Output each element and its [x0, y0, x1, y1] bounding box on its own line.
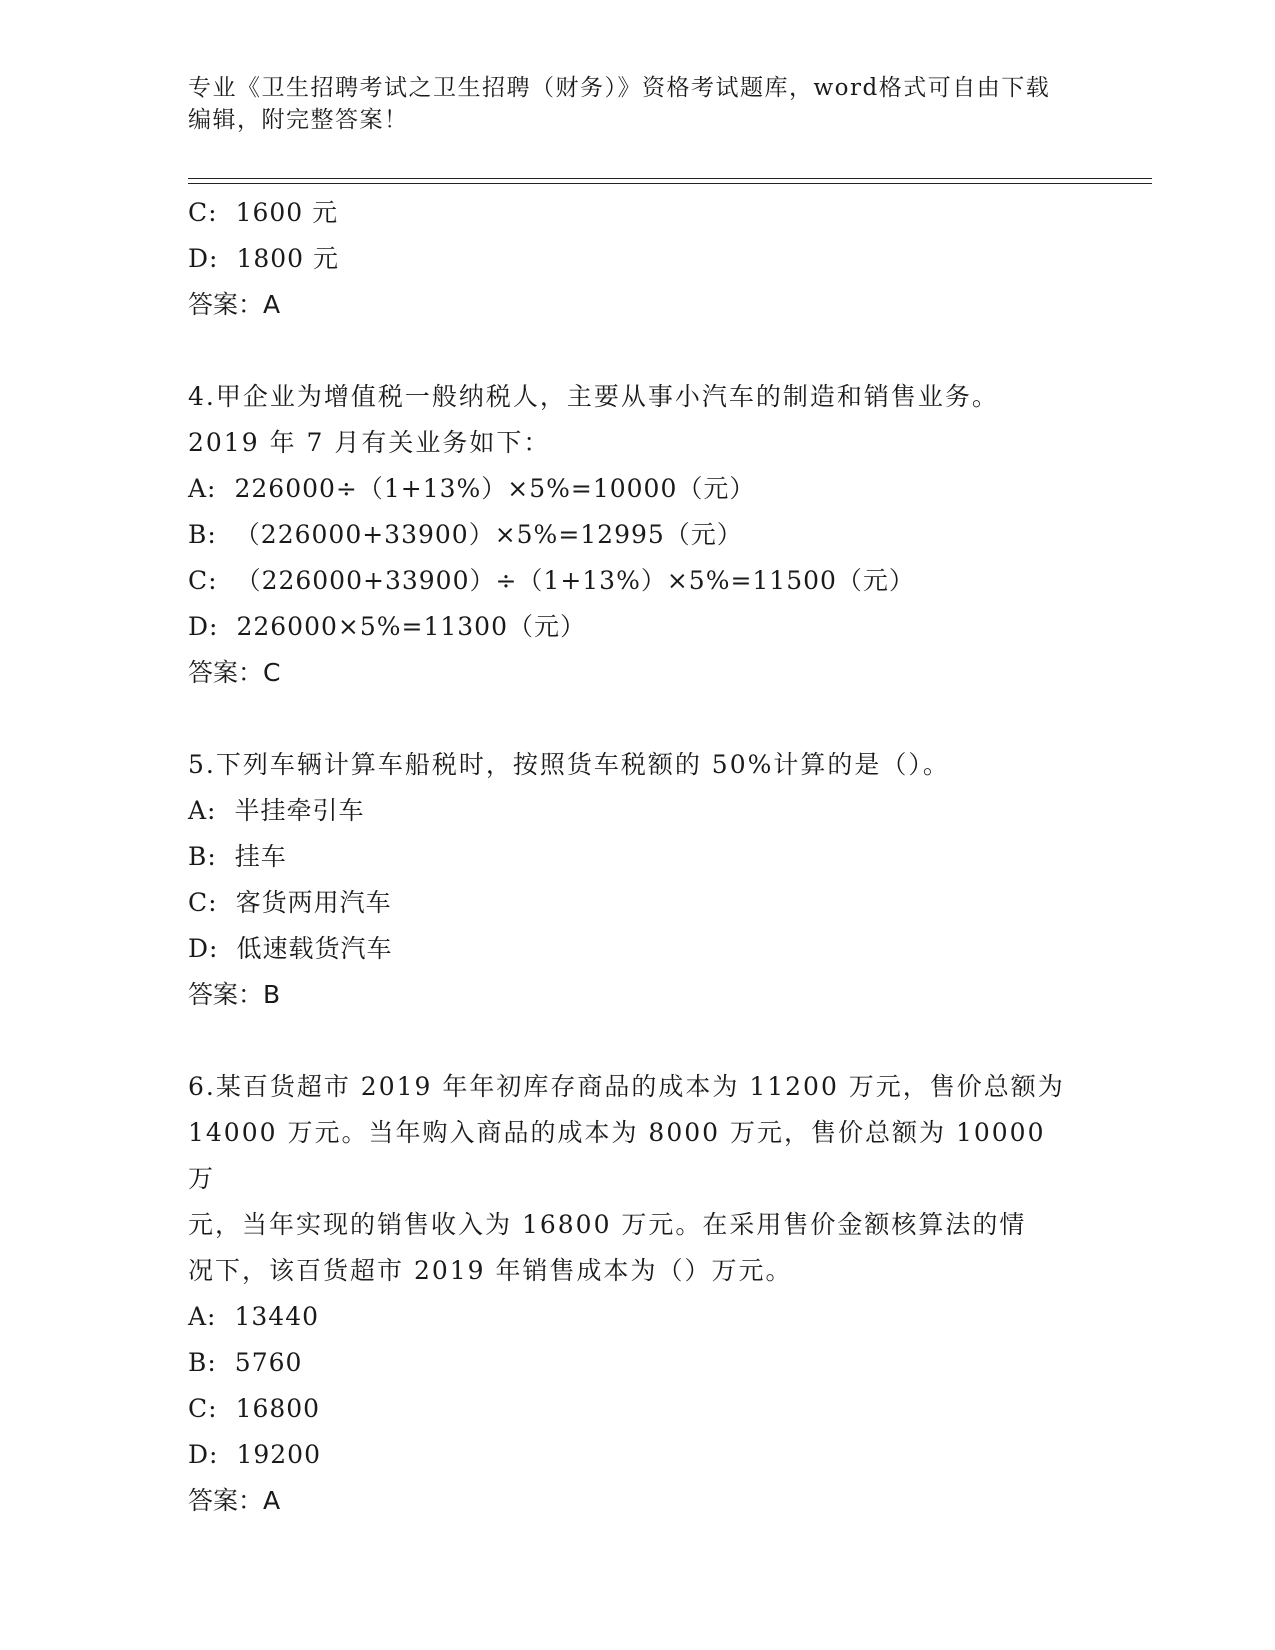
question-stem-line: 5.下列车辆计算车船税时，按照货车税额的 50%计算的是（）。	[188, 750, 950, 779]
option-text: 客货两用汽车	[235, 888, 392, 917]
spacer	[188, 696, 1088, 742]
answer-label: 答案：	[188, 1486, 264, 1515]
option-text: 226000÷（1+13%）×5%=10000（元）	[234, 474, 756, 503]
option-key: D:	[188, 244, 219, 273]
option-d	[188, 1432, 1088, 1478]
option-key: D:	[188, 1440, 219, 1469]
option-text: （226000+33900）÷（1+13%）×5%=11500（元）	[235, 566, 915, 595]
option-key: B:	[188, 842, 217, 871]
option-b	[188, 512, 1088, 558]
option-c	[188, 190, 1088, 236]
header-line-1: 专业《卫生招聘考试之卫生招聘（财务）》资格考试题库，word格式可自由下载	[188, 75, 1051, 101]
option-key: C:	[188, 1394, 218, 1423]
question-stem-line: 2019 年 7 月有关业务如下：	[188, 428, 551, 457]
header-divider-top	[188, 178, 1152, 179]
spacer	[188, 328, 1088, 374]
option-text: 半挂牵引车	[234, 796, 365, 825]
question-list	[188, 190, 1088, 1524]
option-b	[188, 1340, 1088, 1386]
option-text: 低速载货汽车	[236, 934, 393, 963]
option-text: （226000+33900）×5%=12995（元）	[234, 520, 743, 549]
option-key: C:	[188, 888, 218, 917]
option-key: B:	[188, 1348, 217, 1377]
answer-line	[188, 972, 1088, 1018]
option-key: A:	[188, 474, 217, 503]
question-6	[188, 1064, 1088, 1524]
option-text: 5760	[234, 1348, 303, 1377]
question-stem	[188, 1064, 1068, 1294]
spacer	[188, 1018, 1088, 1064]
answer-value: A	[263, 1486, 281, 1515]
option-a	[188, 788, 1088, 834]
option-key: A:	[188, 1302, 217, 1331]
option-key: C:	[188, 198, 218, 227]
answer-value: C	[263, 658, 281, 687]
option-text: 13440	[234, 1302, 320, 1331]
option-c	[188, 1386, 1088, 1432]
question-stem-line: 14000 万元。当年购入商品的成本为 8000 万元，售价总额为 10000 万	[188, 1118, 1046, 1193]
question-3	[188, 190, 1088, 328]
option-text: 挂车	[234, 842, 287, 871]
answer-label: 答案：	[188, 290, 264, 319]
answer-line	[188, 1478, 1088, 1524]
option-c	[188, 880, 1088, 926]
option-a	[188, 466, 1088, 512]
option-text: 16800	[235, 1394, 321, 1423]
question-4	[188, 374, 1088, 696]
option-b	[188, 834, 1088, 880]
option-d	[188, 926, 1088, 972]
document-header	[188, 72, 1068, 136]
option-d	[188, 604, 1088, 650]
option-d	[188, 236, 1088, 282]
answer-line	[188, 650, 1088, 696]
option-key: D:	[188, 612, 219, 641]
question-stem-line: 元，当年实现的销售收入为 16800 万元。在采用售价金额核算法的情	[188, 1210, 1027, 1239]
answer-label: 答案：	[188, 980, 264, 1009]
option-text: 1600 元	[235, 198, 339, 227]
question-stem-line: 4.甲企业为增值税一般纳税人，主要从事小汽车的制造和销售业务。	[188, 382, 999, 411]
answer-value: A	[263, 290, 281, 319]
question-stem-line: 6.某百货超市 2019 年年初库存商品的成本为 11200 万元，售价总额为	[188, 1072, 1065, 1101]
option-key: D:	[188, 934, 219, 963]
option-c	[188, 558, 1088, 604]
question-5	[188, 742, 1088, 1018]
header-divider-bottom	[188, 183, 1152, 184]
header-line-2: 编辑，附完整答案！	[188, 107, 409, 133]
answer-label: 答案：	[188, 658, 264, 687]
question-stem-line: 况下，该百货超市 2019 年销售成本为（）万元。	[188, 1256, 793, 1285]
answer-value: B	[263, 980, 281, 1009]
option-key: B:	[188, 520, 217, 549]
option-a	[188, 1294, 1088, 1340]
option-text: 226000×5%=11300（元）	[236, 612, 586, 641]
question-stem	[188, 742, 1068, 788]
option-key: A:	[188, 796, 217, 825]
option-text: 1800 元	[236, 244, 340, 273]
option-key: C:	[188, 566, 218, 595]
answer-line	[188, 282, 1088, 328]
question-stem	[188, 374, 1068, 466]
option-text: 19200	[236, 1440, 321, 1469]
